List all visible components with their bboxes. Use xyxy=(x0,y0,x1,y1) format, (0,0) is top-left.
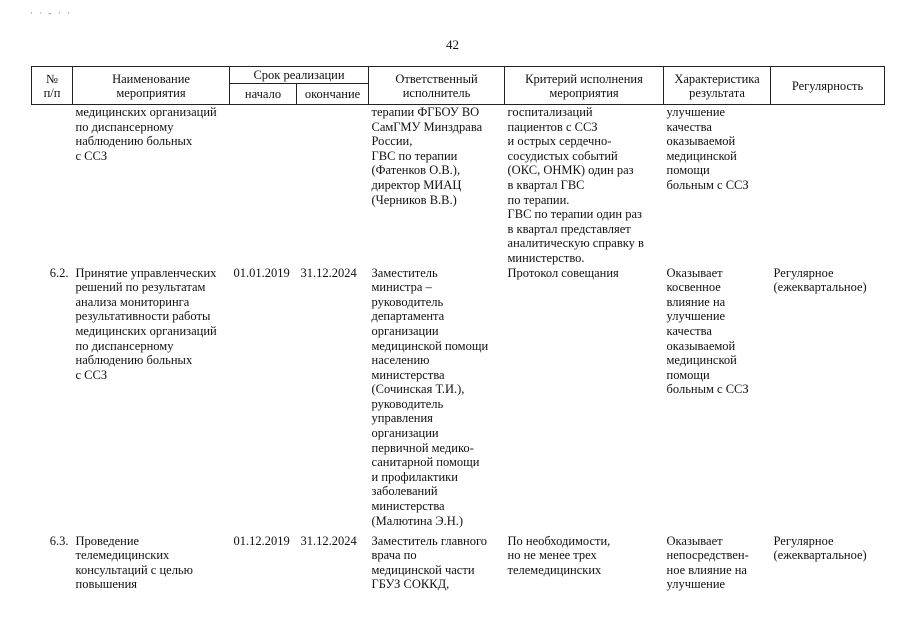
row-responsible: терапии ФГБОУ ВО СамГМУ Минздрава России, ГВС по терапии (Фатенков О.В.), директор МИАЦ (Черников В.В.) xyxy=(371,105,483,207)
row-result: Оказывает косвенное влияние на улучшение качества оказываемой медицинской помощи больным с ССЗ xyxy=(666,265,749,397)
row-criterion: госпитализаций пациентов с ССЗ и острых сердечно- сосудистых событий (ОКС, ОНМК) один раз в квартал ГВС по терапии. ГВС по терапии один раз в квартал представляет аналитическую справку в министерство. xyxy=(507,105,644,265)
row-criterion: Протокол совещания xyxy=(507,265,619,280)
row-name: Принятие управленческих решений по результатам анализа мониторинга результативности работы медицинских организаций по диспансерному наблюдению больных с ССЗ xyxy=(75,265,217,382)
row-num: 6.3. xyxy=(49,533,69,548)
row-responsible: Заместитель главного врача по медицинской части ГБУЗ СОККД, xyxy=(371,533,488,592)
row-criterion: По необходимости, но не менее трех телемедицинских xyxy=(507,533,611,577)
row-num xyxy=(32,105,73,266)
header-start: начало xyxy=(230,84,297,105)
header-name: Наименование мероприятия xyxy=(73,67,230,105)
row-result: улучшение качества оказываемой медицинской помощи больным с ССЗ xyxy=(666,105,749,192)
row-start: 01.12.2019 xyxy=(233,533,290,548)
row-name: Проведение телемедицинских консультаций с целью повышения xyxy=(75,533,193,592)
header-result: Характеристика результата xyxy=(664,67,771,105)
row-regularity: Регулярное (ежеквартальное) xyxy=(773,265,867,295)
row-start: 01.01.2019 xyxy=(233,265,290,280)
row-name: медицинских организаций по диспансерному наблюдению больных с ССЗ xyxy=(75,105,217,163)
header-criterion: Критерий исполнения мероприятия xyxy=(505,67,664,105)
table-row xyxy=(32,534,885,598)
header-end: окончание xyxy=(297,84,369,105)
scan-artifact: · · - · · xyxy=(30,8,72,18)
header-period: Срок реализации xyxy=(230,67,369,84)
table-row xyxy=(32,105,885,266)
row-end: 31.12.2024 xyxy=(300,533,357,548)
activities-table xyxy=(31,66,885,598)
table-row xyxy=(32,266,885,534)
row-end xyxy=(297,105,369,266)
row-result: Оказывает непосредствен- ное влияние на улучшение xyxy=(666,533,749,592)
row-start xyxy=(230,105,297,266)
row-regularity: Регулярное (ежеквартальное) xyxy=(773,533,867,563)
row-responsible: Заместитель министра – руководитель департамента организации медицинской помощи населению министерства (Сочинская Т.И.), руководитель управления организации первичной медико- санитарной помощи и профилактики заболеваний министерства (Малютина Э.Н.) xyxy=(371,265,489,528)
page-number: 42 xyxy=(446,37,459,52)
header-responsible: Ответственный исполнитель xyxy=(369,67,505,105)
header-regularity: Регулярность xyxy=(771,67,885,105)
row-end: 31.12.2024 xyxy=(300,265,357,280)
header-num: № п/п xyxy=(32,67,73,105)
row-regularity xyxy=(771,105,885,266)
row-num: 6.2. xyxy=(49,265,69,280)
